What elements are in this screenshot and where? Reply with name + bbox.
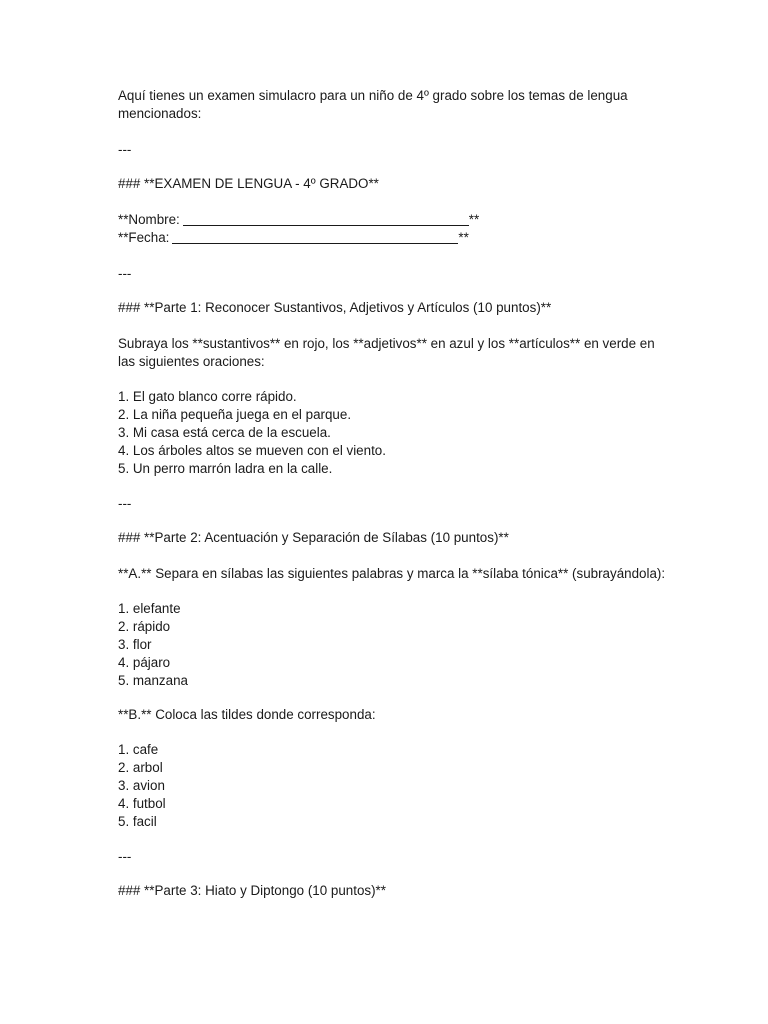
separator-2: ---: [118, 266, 132, 281]
list-item: 3. flor: [118, 637, 152, 652]
name-suffix: **: [468, 212, 480, 227]
list-item: 2. La niña pequeña juega en el parque.: [118, 407, 352, 422]
date-suffix: **: [458, 230, 469, 245]
name-blank-line: [183, 212, 469, 226]
intro-line-1: Aquí tienes un examen simulacro para un niño de 4º grado sobre los temas de lengua: [118, 88, 628, 103]
separator-1: ---: [118, 142, 132, 157]
part1-instruction-line-1: Subraya los **sustantivos** en rojo, los **adjetivos** en azul y los **artículos** en verde en: [118, 336, 655, 351]
list-item: 2. arbol: [118, 760, 163, 775]
part3-heading: ### **Parte 3: Hiato y Diptongo (10 puntos)**: [118, 883, 386, 898]
part2-a-instruction: **A.** Separa en sílabas las siguientes palabras y marca la **sílaba tónica** (subrayándola):: [118, 566, 666, 581]
list-item: 1. cafe: [118, 742, 159, 757]
part1-instruction: [118, 335, 678, 371]
part1-heading: ### **Parte 1: Reconocer Sustantivos, Adjetivos y Artículos (10 puntos)**: [118, 300, 552, 315]
list-item: 1. elefante: [118, 601, 181, 616]
part2-b-instruction: **B.** Coloca las tildes donde corresponda:: [118, 707, 376, 722]
list-item: 4. Los árboles altos se mueven con el viento.: [118, 443, 386, 458]
list-item: 2. rápido: [118, 619, 171, 634]
list-item: 5. Un perro marrón ladra en la calle.: [118, 461, 333, 476]
student-fields: [118, 211, 678, 247]
list-item: 5. facil: [118, 814, 157, 829]
date-blank-line: [172, 230, 458, 244]
name-field-row: [118, 211, 678, 229]
exam-title: ### **EXAMEN DE LENGUA - 4º GRADO**: [118, 176, 379, 191]
list-item: 3. Mi casa está cerca de la escuela.: [118, 425, 331, 440]
separator-3: ---: [118, 496, 132, 511]
date-label: **Fecha:: [118, 230, 170, 245]
part2-a-list: [118, 600, 678, 690]
name-label: **Nombre:: [118, 212, 180, 227]
part1-instruction-line-2: las siguientes oraciones:: [118, 354, 265, 369]
part2-b-list: [118, 741, 678, 831]
part1-list: [118, 388, 678, 478]
intro-paragraph: [118, 87, 678, 123]
separator-4: ---: [118, 849, 132, 864]
date-field-row: [118, 229, 678, 247]
part2-heading: ### **Parte 2: Acentuación y Separación de Sílabas (10 puntos)**: [118, 530, 509, 545]
list-item: 5. manzana: [118, 673, 188, 688]
list-item: 4. pájaro: [118, 655, 171, 670]
list-item: 1. El gato blanco corre rápido.: [118, 389, 297, 404]
list-item: 3. avion: [118, 778, 165, 793]
list-item: 4. futbol: [118, 796, 166, 811]
intro-line-2: mencionados:: [118, 106, 202, 121]
